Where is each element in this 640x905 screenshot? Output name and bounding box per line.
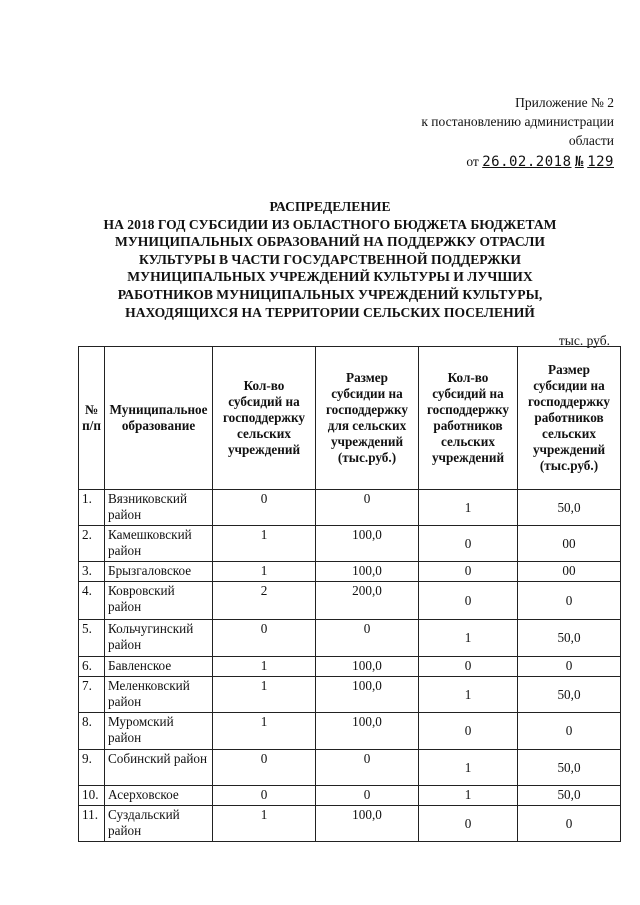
number-value: 129 — [587, 154, 614, 170]
row-amount-institutions: 100,0 — [316, 677, 419, 713]
row-amount-workers: 0 — [518, 713, 621, 750]
row-num: 9. — [79, 750, 105, 786]
header-municipality: Муниципальное образование — [105, 347, 213, 490]
table-row — [79, 490, 621, 526]
row-count-workers: 1 — [419, 677, 518, 713]
table-row — [79, 750, 621, 786]
date-prefix: от — [466, 154, 479, 169]
table-row — [79, 786, 621, 806]
table-row — [79, 582, 621, 620]
date-value: 26.02.2018 — [482, 154, 572, 170]
row-count-workers: 1 — [419, 786, 518, 806]
appendix-region: области — [568, 133, 614, 148]
header-count-institutions: Кол-во субсидий на господдержку сельских учреждений — [213, 347, 316, 490]
row-amount-institutions: 0 — [316, 620, 419, 657]
table-row — [79, 677, 621, 713]
row-count-institutions: 1 — [213, 562, 316, 582]
heading-line: МУНИЦИПАЛЬНЫХ ОБРАЗОВАНИЙ НА ПОДДЕРЖКУ ОТРАСЛИ — [114, 234, 546, 250]
row-amount-workers: 50,0 — [518, 620, 621, 657]
table-row — [79, 657, 621, 677]
row-amount-institutions: 100,0 — [316, 657, 419, 677]
table-header-row — [79, 347, 621, 490]
row-num: 4. — [79, 582, 105, 620]
number-prefix: № — [574, 154, 584, 170]
heading-line: РАСПРЕДЕЛЕНИЕ — [269, 199, 391, 214]
table-row — [79, 562, 621, 582]
appendix-reference: к постановлению администрации — [421, 114, 614, 129]
row-num: 1. — [79, 490, 105, 526]
row-num: 10. — [79, 786, 105, 806]
row-amount-institutions: 100,0 — [316, 562, 419, 582]
table-row — [79, 806, 621, 842]
row-municipality: Вязниковский район — [105, 490, 213, 526]
row-count-workers: 0 — [419, 657, 518, 677]
row-amount-workers: 0 — [518, 806, 621, 842]
row-count-institutions: 1 — [213, 806, 316, 842]
row-amount-institutions: 100,0 — [316, 713, 419, 750]
row-count-institutions: 2 — [213, 582, 316, 620]
row-count-workers: 1 — [419, 620, 518, 657]
row-count-workers: 0 — [419, 713, 518, 750]
row-num: 5. — [79, 620, 105, 657]
header-num: № п/п — [79, 347, 105, 490]
subsidy-table — [78, 346, 621, 842]
appendix-date-line — [421, 152, 614, 172]
row-count-workers: 0 — [419, 526, 518, 562]
row-num: 3. — [79, 562, 105, 582]
row-count-institutions: 0 — [213, 786, 316, 806]
row-municipality: Кольчугинский район — [105, 620, 213, 657]
row-amount-institutions: 0 — [316, 750, 419, 786]
row-count-institutions: 1 — [213, 713, 316, 750]
heading-line: РАБОТНИКОВ МУНИЦИПАЛЬНЫХ УЧРЕЖДЕНИЙ КУЛЬТУРЫ, — [117, 286, 543, 302]
row-num: 11. — [79, 806, 105, 842]
table-row — [79, 713, 621, 750]
table-row — [79, 526, 621, 562]
heading-line: НА 2018 ГОД СУБСИДИИ ИЗ ОБЛАСТНОГО БЮДЖЕТА БЮДЖЕТАМ — [103, 216, 557, 232]
row-municipality: Ковровский район — [105, 582, 213, 620]
row-count-institutions: 0 — [213, 750, 316, 786]
row-num: 8. — [79, 713, 105, 750]
table-row — [79, 620, 621, 657]
row-amount-workers: 00 — [518, 526, 621, 562]
row-count-institutions: 1 — [213, 526, 316, 562]
row-municipality: Бавленское — [105, 657, 213, 677]
heading-line: МУНИЦИПАЛЬНЫХ УЧРЕЖДЕНИЙ КУЛЬТУРЫ И ЛУЧШИХ — [127, 269, 533, 285]
row-count-institutions: 0 — [213, 490, 316, 526]
row-amount-institutions: 200,0 — [316, 582, 419, 620]
row-amount-workers: 00 — [518, 562, 621, 582]
row-count-workers: 1 — [419, 490, 518, 526]
row-amount-workers: 50,0 — [518, 750, 621, 786]
row-municipality: Брызгаловское — [105, 562, 213, 582]
header-amount-institutions: Размер субсидии на господдержку для сельских учреждений (тыс.руб.) — [316, 347, 419, 490]
units-label: тыс. руб. — [558, 333, 610, 348]
row-count-workers: 0 — [419, 806, 518, 842]
row-count-workers: 0 — [419, 582, 518, 620]
row-num: 2. — [79, 526, 105, 562]
row-num: 7. — [79, 677, 105, 713]
row-num: 6. — [79, 657, 105, 677]
header-count-workers: Кол-во субсидий на господдержку работников сельских учреждений — [419, 347, 518, 490]
row-municipality: Меленковский район — [105, 677, 213, 713]
row-municipality: Суздальский район — [105, 806, 213, 842]
appendix-block — [421, 93, 614, 172]
row-amount-workers: 50,0 — [518, 677, 621, 713]
row-municipality: Асерховское — [105, 786, 213, 806]
row-amount-workers: 0 — [518, 582, 621, 620]
heading-line: НАХОДЯЩИХСЯ НА ТЕРРИТОРИИ СЕЛЬСКИХ ПОСЕЛЕНИЙ — [125, 304, 535, 320]
row-municipality: Камешковский район — [105, 526, 213, 562]
row-count-institutions: 1 — [213, 657, 316, 677]
row-count-institutions: 1 — [213, 677, 316, 713]
row-count-workers: 0 — [419, 562, 518, 582]
heading-line: КУЛЬТУРЫ В ЧАСТИ ГОСУДАРСТВЕННОЙ ПОДДЕРЖКИ — [139, 251, 521, 267]
row-count-workers: 1 — [419, 750, 518, 786]
row-amount-workers: 0 — [518, 657, 621, 677]
row-amount-institutions: 100,0 — [316, 526, 419, 562]
row-amount-institutions: 0 — [316, 490, 419, 526]
header-amount-workers: Размер субсидии на господдержку работников сельских учреждений (тыс.руб.) — [518, 347, 621, 490]
row-amount-institutions: 100,0 — [316, 806, 419, 842]
row-count-institutions: 0 — [213, 620, 316, 657]
row-amount-workers: 50,0 — [518, 786, 621, 806]
document-heading — [70, 198, 590, 321]
row-municipality: Муромский район — [105, 713, 213, 750]
row-amount-institutions: 0 — [316, 786, 419, 806]
row-municipality: Собинский район — [105, 750, 213, 786]
row-amount-workers: 50,0 — [518, 490, 621, 526]
appendix-title: Приложение № 2 — [515, 95, 614, 110]
